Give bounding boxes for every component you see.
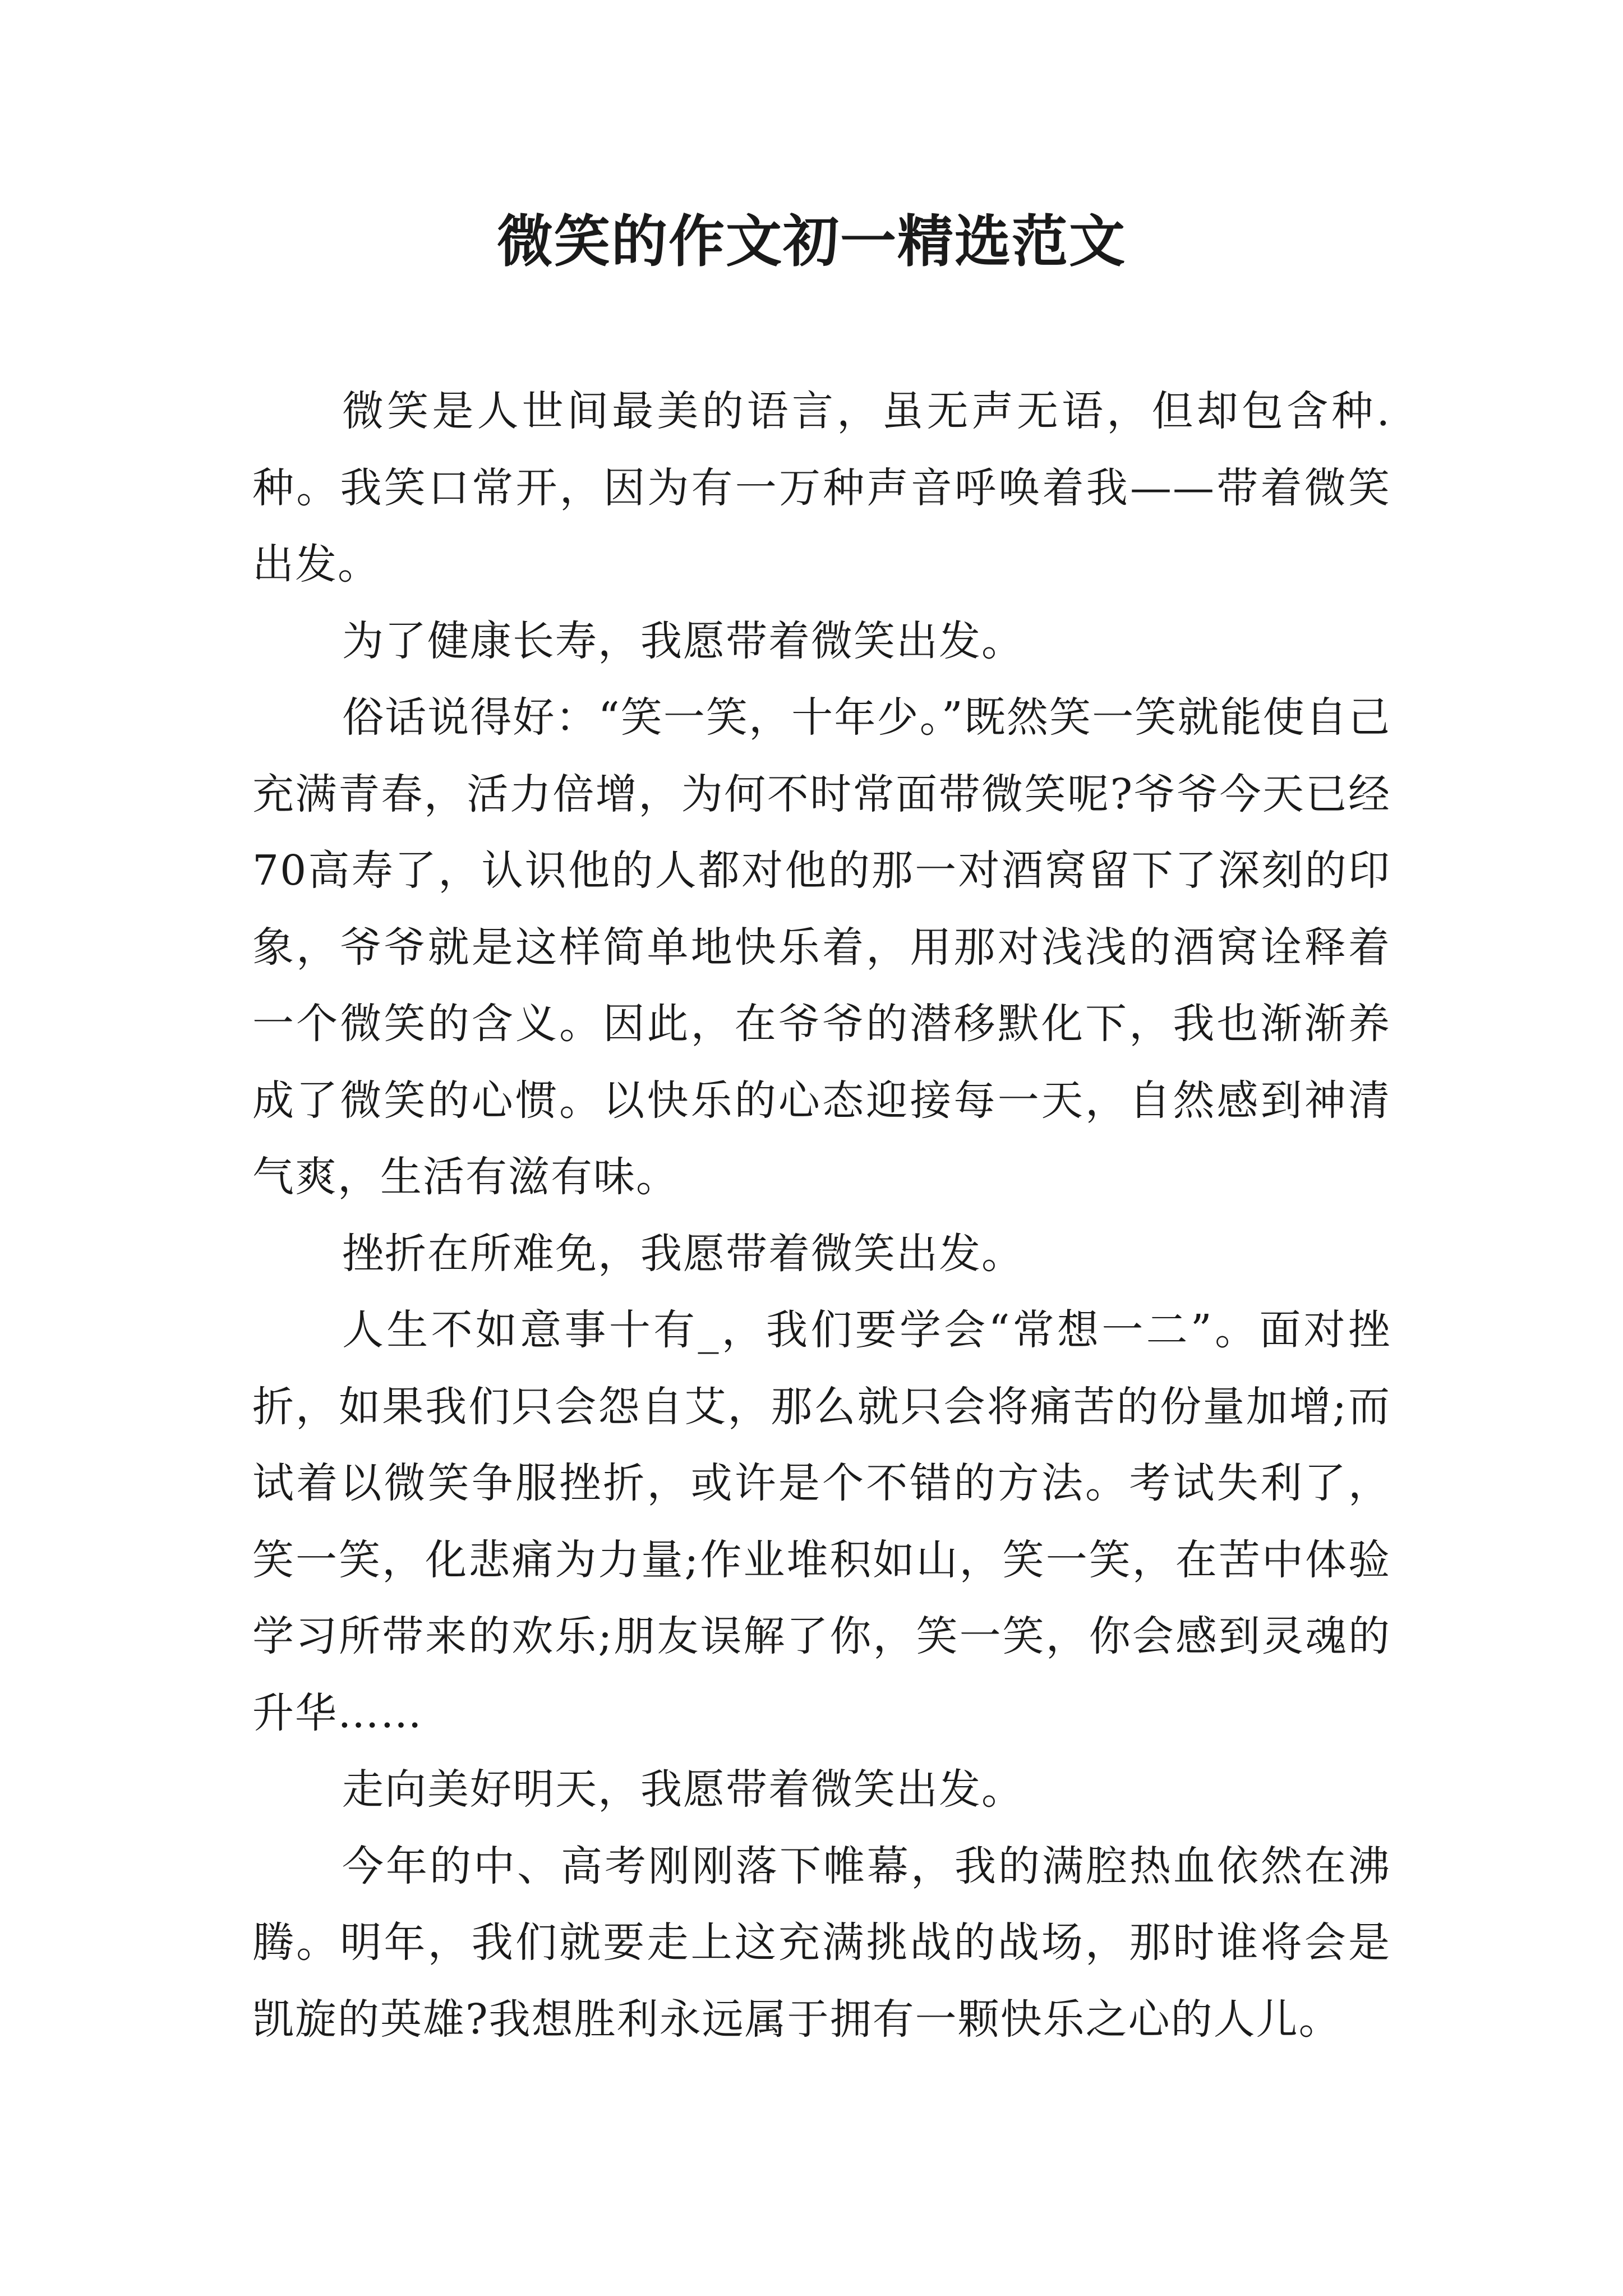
paragraph-1: 微笑是人世间最美的语言，虽无声无语，但却包含种.种。我笑口常开，因为有一万种声音呼唤着我——带着微笑出发。	[252, 387, 1391, 588]
paragraph-2: 为了健康长寿，我愿带着微笑出发。	[342, 616, 1024, 665]
paragraph-4: 挫折在所难免，我愿带着微笑出发。	[342, 1229, 1024, 1278]
document-body	[252, 373, 1391, 2058]
paragraph-7: 今年的中、高考刚刚落下帷幕，我的满腔热血依然在沸腾。明年，我们就要走上这充满挑战的战场，那时谁将会是凯旋的英雄?我想胜利永远属于拥有一颗快乐之心的人儿。	[252, 1842, 1391, 2044]
paragraph-3: 俗话说得好：“笑一笑，十年少。”既然笑一笑就能使自己充满青春，活力倍增，为何不时常面带微笑呢?爷爷今天已经70高寿了，认识他的人都对他的那一对酒窝留下了深刻的印象，爷爷就是这样简单地快乐着，用那对浅浅的酒窝诠释着一个微笑的含义。因此，在爷爷的潜移默化下，我也渐渐养成了微笑的心惯。以快乐的心态迎接每一天，自然感到神清气爽，生活有滋有味。	[252, 693, 1391, 1201]
paragraph-5: 人生不如意事十有_，我们要学会“常想一二”。面对挫折，如果我们只会怨自艾，那么就只会将痛苦的份量加增;而试着以微笑争服挫折，或许是个不错的方法。考试失利了，笑一笑，化悲痛为力量;作业堆积如山，笑一笑，在苦中体验学习所带来的欢乐;朋友误解了你，笑一笑，你会感到灵魂的升华……	[252, 1306, 1391, 1737]
paragraph-6: 走向美好明天，我愿带着微笑出发。	[342, 1765, 1024, 1814]
document-title: 微笑的作文初一精选范文	[497, 208, 1126, 274]
